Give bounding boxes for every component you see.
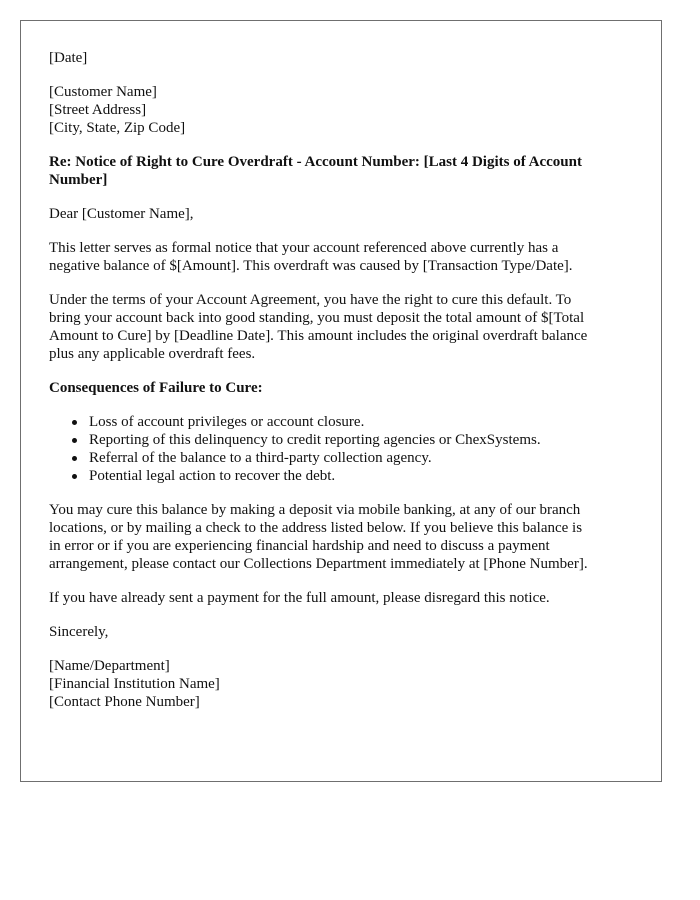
list-item-text: Loss of account privileges or account closure. — [89, 414, 365, 430]
para3-line: locations, or by mailing a check to the address listed below. If you believe this balance is — [49, 520, 583, 536]
signature-institution: [Financial Institution Name] — [49, 676, 220, 692]
para1-line: This letter serves as formal notice that your account referenced above currently has a — [49, 240, 559, 256]
para4-text: If you have already sent a payment for the full amount, please disregard this notice. — [49, 590, 550, 606]
para2-line: Under the terms of your Account Agreement, you have the right to cure this default. To — [49, 292, 572, 308]
signature-phone: [Contact Phone Number] — [49, 694, 200, 710]
para3-line: You may cure this balance by making a deposit via mobile banking, at any of our branch — [49, 502, 581, 518]
bullet-icon — [72, 420, 77, 425]
para3-line: arrangement, please contact our Collections Department immediately at [Phone Number]. — [49, 556, 588, 572]
recipient-address — [49, 83, 641, 137]
date-text: [Date] — [49, 50, 88, 66]
recipient-city: [City, State, Zip Code] — [49, 120, 186, 136]
para2-line: Amount to Cure] by [Deadline Date]. This amount includes the original overdraft balance — [49, 328, 588, 344]
bullet-icon — [72, 456, 77, 461]
consequences-list — [49, 413, 641, 485]
signature-block — [49, 657, 641, 711]
recipient-street: [Street Address] — [49, 102, 147, 118]
list-item — [89, 413, 641, 431]
para2-line: bring your account back into good standing, you must deposit the total amount of $[Total — [49, 310, 585, 326]
list-item-text: Reporting of this delinquency to credit reporting agencies or ChexSystems. — [89, 432, 541, 448]
paragraph-overdraft-notice — [49, 239, 641, 275]
signature-name: [Name/Department] — [49, 658, 170, 674]
consequences-heading: Consequences of Failure to Cure: — [49, 380, 263, 396]
para3-line: in error or if you are experiencing financial hardship and need to discuss a payment — [49, 538, 550, 554]
list-item — [89, 467, 641, 485]
letter-date — [49, 49, 641, 67]
bullet-icon — [72, 438, 77, 443]
bullet-icon — [72, 474, 77, 479]
list-item-text: Potential legal action to recover the debt. — [89, 468, 336, 484]
para2-line: plus any applicable overdraft fees. — [49, 346, 256, 362]
paragraph-disregard — [49, 589, 641, 607]
list-item — [89, 431, 641, 449]
subject-line-1: Re: Notice of Right to Cure Overdraft - Account Number: [Last 4 Digits of Account — [49, 154, 582, 170]
subject-line — [49, 153, 629, 189]
recipient-name: [Customer Name] — [49, 84, 157, 100]
letter-page — [20, 20, 662, 782]
salutation — [49, 205, 641, 223]
salutation-text: Dear [Customer Name], — [49, 206, 194, 222]
list-item-text: Referral of the balance to a third-party collection agency. — [89, 450, 432, 466]
paragraph-right-to-cure — [49, 291, 641, 363]
paragraph-payment-options — [49, 501, 641, 573]
subject-line-2: Number] — [49, 172, 108, 188]
closing-text: Sincerely, — [49, 624, 109, 640]
para1-line: negative balance of $[Amount]. This overdraft was caused by [Transaction Type/Date]. — [49, 258, 573, 274]
list-item — [89, 449, 641, 467]
closing — [49, 623, 641, 641]
